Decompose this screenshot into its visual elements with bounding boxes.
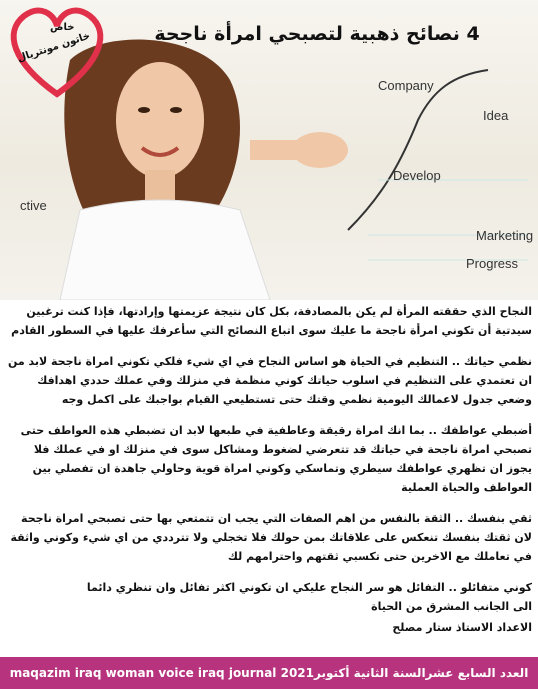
chart-label-company: Company xyxy=(378,78,434,93)
chart-label-progress: Progress xyxy=(466,256,519,271)
exclusive-badge xyxy=(2,2,112,102)
issue-footer: العدد السابع عشرالسنة الثانية أكتوبر2021 maqazim iraq woman voice iraq journal xyxy=(0,657,538,689)
article-title: 4 نصائح ذهبية لتصبحي امرأة ناجحة xyxy=(154,23,480,45)
tip-organize: نظمي حياتك .. التنظيم في الحياة هو اساس النجاح في اي شيء فلكي تكوني امراة ناجحة لابد من ان تعتمدي على التنظيم في اسلوب حياتك كوني منظمة في منزلك وفي عملك حددي اهدافك وضعي جدول لاعمالك اليومية نظمي وقتك حتى تستطيعي القيام بواجبك على اكمل وجه xyxy=(7,355,532,406)
tip-emotions: أضبطي عواطفك .. بما انك امراة رقيقة وعاطفية في طبعها لابد ان تضبطي هذه العواطف حتى تصبحي امراة ناجحة في حياتك قد تتعرضي لضغوط ومشاكل سوى في منزلك او في عملك فلا يجوز ان تظهري عواطفك سيطري وتماسكي وكوني امراة قوية وحاولي جاهدة ان تفصلي بين العواطف والحياة العملية xyxy=(20,424,532,494)
badge-line-2: خاتون مونتريال xyxy=(16,30,92,65)
article-author: الاعداد الاستاذ ستار مصلح xyxy=(392,621,532,634)
cover-photo xyxy=(0,0,538,300)
article-body xyxy=(6,302,532,657)
tip-confidence: ثقي بنفسك .. الثقة بالنفس من اهم الصفات التي يجب ان تتمتعي بها حتى تصبحي امراة ناجحة لان ثقتك بنفسك تنعكس على علاقاتك بمن حولك فلا تخجلي ولا تترددي من اي شيء وكوني واثقة في تعاملك مع الاخرين حتى تكسبي ثقتهم واحترامهم لك xyxy=(10,512,532,563)
chart-label-marketing: Marketing xyxy=(476,228,534,243)
chart-label-idea: Idea xyxy=(483,108,509,123)
tip-optimism: كوني متفائلو .. التفائل هو سر النجاح عليكي ان تكوني اكثر تفائل وان تنظري دائما xyxy=(86,581,532,594)
tip-optimism-cont: الى الجانب المشرق من الحياة xyxy=(371,600,532,613)
growth-diagram xyxy=(338,60,538,300)
chart-label-active: ctive xyxy=(20,198,47,213)
chart-label-develop: Develop xyxy=(393,168,441,183)
article-intro: النجاح الذي حققته المرأة لم يكن بالمصادفة، بكل كان نتيجة عزيمتها وإرادتها، فإذا كنت ترغبين سيدتية أن تكوني امرأة ناجحة ما عليك سوى اتباع النصائح التي سأعرفك عليها في السطور القادم xyxy=(11,305,532,337)
badge-line-1: خاص xyxy=(50,22,75,33)
